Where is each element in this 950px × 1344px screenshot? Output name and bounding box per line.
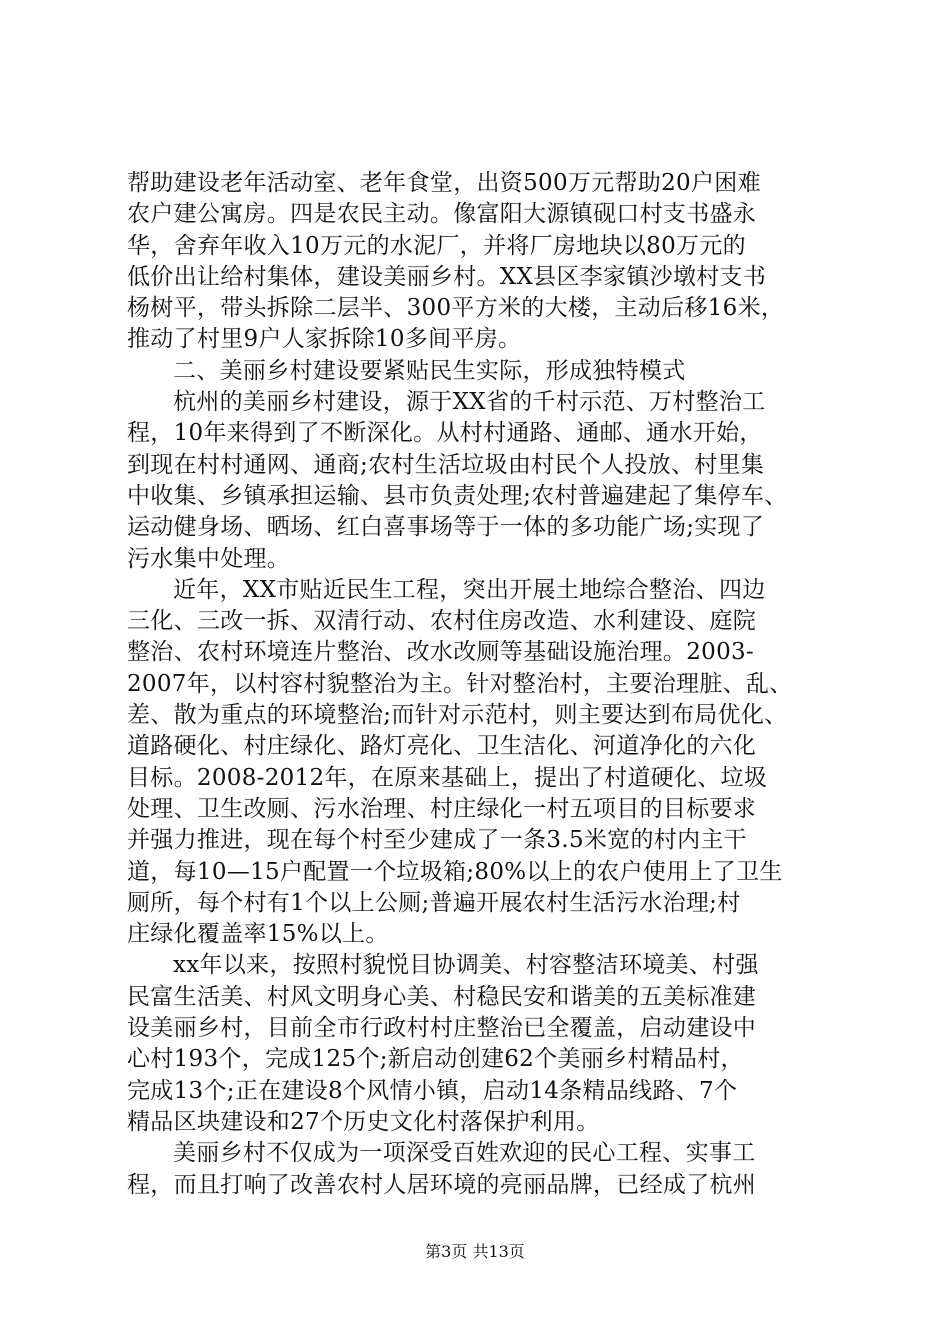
text-line: 推动了村里9户人家拆除10多间平房。 [127, 326, 522, 353]
paragraph [127, 575, 827, 951]
text-line: 杭州的美丽乡村建设，源于XX省的千村示范、万村整治工 [173, 389, 766, 416]
text-line: 低价出让给村集体，建设美丽乡村。XX县区李家镇沙墩村支书 [127, 263, 767, 290]
page-number-label: 第3页 共13页 [425, 1242, 525, 1261]
text-line: 道，每10—15户配置一个垃圾箱;80%以上的农户使用上了卫生 [127, 858, 783, 885]
text-line: 程，10年来得到了不断深化。从村村通路、通邮、通水开始， [127, 420, 763, 447]
text-line: 杨树平，带头拆除二层半、300平方米的大楼，主动后移16米， [127, 295, 785, 322]
heading-line: 二、美丽乡村建设要紧贴民生实际，形成独特模式 [173, 357, 686, 384]
text-line: 运动健身场、晒场、红白喜事场等于一体的多功能广场;实现了 [127, 514, 765, 541]
section-heading [127, 356, 827, 387]
text-line: 并强力推进，现在每个村至少建成了一条3.5米宽的村内主干 [127, 827, 747, 854]
text-line: 道路硬化、村庄绿化、路灯亮化、卫生洁化、河道净化的六化 [127, 733, 757, 760]
text-line: 程，而且打响了改善农村人居环境的亮丽品牌，已经成了杭州 [127, 1171, 757, 1198]
text-line: 中收集、乡镇承担运输、县市负责处理;农村普遍建起了集停车、 [127, 482, 788, 509]
text-line: 精品区块建设和27个历史文化村落保护利用。 [127, 1108, 600, 1135]
document-body [127, 168, 827, 1201]
text-line: 污水集中处理。 [127, 545, 291, 572]
text-line: 农户建公寓房。四是农民主动。像富阳大源镇砚口村支书盛永 [127, 201, 757, 228]
text-line: 到现在村村通网、通商;农村生活垃圾由村民个人投放、村里集 [127, 451, 765, 478]
text-line: 近年，XX市贴近民生工程，突出开展土地综合整治、四边 [173, 576, 766, 603]
text-line: 完成13个;正在建设8个风情小镇，启动14条精品线路、7个 [127, 1077, 738, 1104]
text-line: 2007年，以村容村貌整治为主。针对整治村，主要治理脏、乱、 [127, 670, 793, 697]
paragraph [127, 950, 827, 1138]
text-line: 设美丽乡村，目前全市行政村村庄整治已全覆盖，启动建设中 [127, 1015, 757, 1042]
paragraph [127, 387, 827, 575]
text-line: 庄绿化覆盖率15%以上。 [127, 921, 389, 948]
paragraph [127, 1138, 827, 1201]
page-footer [0, 1242, 950, 1262]
text-line: 民富生活美、村风文明身心美、村稳民安和谐美的五美标准建 [127, 983, 757, 1010]
text-line: 心村193个，完成125个;新启动创建62个美丽乡村精品村， [127, 1046, 744, 1073]
text-line: xx年以来，按照村貌悦目协调美、村容整洁环境美、村强 [173, 952, 759, 979]
text-line: 美丽乡村不仅成为一项深受百姓欢迎的民心工程、实事工 [173, 1140, 756, 1167]
text-line: 处理、卫生改厕、污水治理、村庄绿化一村五项目的目标要求 [127, 795, 757, 822]
text-line: 整治、农村环境连片整治、改水改厕等基础设施治理。2003- [127, 639, 755, 666]
paragraph [127, 168, 827, 356]
text-line: 帮助建设老年活动室、老年食堂，出资500万元帮助20户困难 [127, 170, 761, 196]
text-line: 厕所，每个村有1个以上公厕;普遍开展农村生活污水治理;村 [127, 889, 741, 916]
text-line: 差、散为重点的环境整治;而针对示范村，则主要达到布局优化、 [127, 702, 788, 729]
text-line: 目标。2008-2012年，在原来基础上，提出了村道硬化、垃圾 [127, 764, 768, 791]
text-line: 三化、三改一拆、双清行动、农村住房改造、水利建设、庭院 [127, 608, 757, 635]
text-line: 华，舍弃年收入10万元的水泥厂，并将厂房地块以80万元的 [127, 232, 746, 259]
